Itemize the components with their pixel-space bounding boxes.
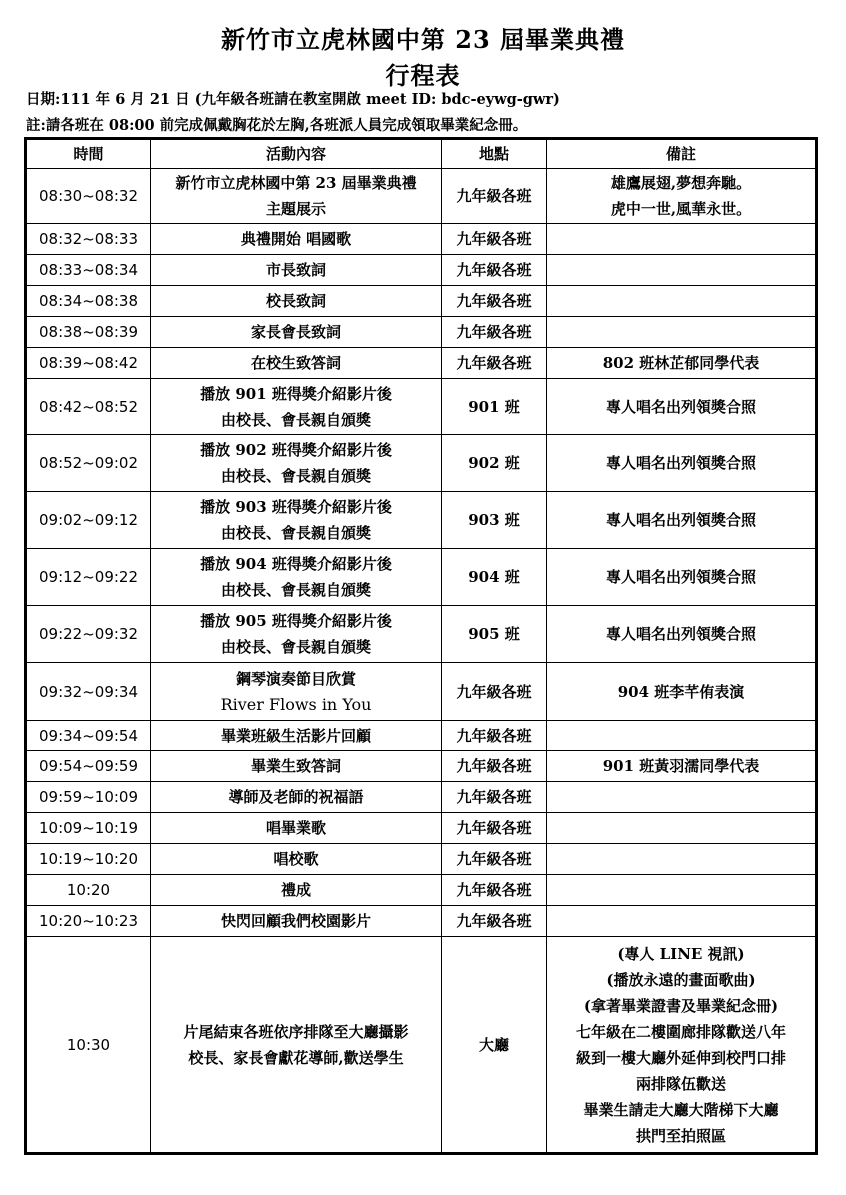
activity-line: 典禮開始 唱國歌 [240,230,352,248]
note-line: 級到一樓大廳外延伸到校門口排 [575,1048,786,1067]
table-row [26,435,817,492]
cell-time: 08:42~08:52 [26,379,151,435]
cell-activity [151,549,442,606]
cell-activity [151,844,442,875]
cell-time: 09:54~09:59 [26,751,151,782]
cell-place: 九年級各班 [442,255,547,286]
cell-activity [151,663,442,721]
cell-time: 08:34~08:38 [26,286,151,317]
cell-activity [151,813,442,844]
table-row [26,937,817,1154]
cell-place: 九年級各班 [442,844,547,875]
cell-activity [151,906,442,937]
cell-note [547,317,817,348]
cell-place: 905 班 [442,606,547,663]
activity-line: 由校長、會長親自頒獎 [220,467,371,485]
activity-line: 唱校歌 [273,850,319,868]
cell-time: 08:30~08:32 [26,169,151,224]
note-line: (拿著畢業證書及畢業紀念冊) [583,996,779,1015]
cell-place: 九年級各班 [442,782,547,813]
column-header-time: 時間 [26,139,151,169]
cell-activity [151,721,442,751]
table-body [26,169,817,1154]
table-row [26,751,817,782]
note-line: 專人唱名出列領獎合照 [605,454,756,472]
table-row [26,844,817,875]
cell-note [547,169,817,224]
cell-place: 九年級各班 [442,317,547,348]
activity-line: 市長致詞 [265,261,326,279]
activity-line: 播放 902 班得獎介紹影片後 [200,441,392,459]
cell-time: 08:38~08:39 [26,317,151,348]
cell-time: 10:20~10:23 [26,906,151,937]
cell-place: 大廳 [442,937,547,1154]
activity-line: 在校生致答詞 [250,354,341,372]
table-row [26,813,817,844]
cell-note [547,549,817,606]
cell-time: 08:32~08:33 [26,224,151,255]
table-row [26,286,817,317]
cell-time: 09:34~09:54 [26,721,151,751]
date-line: 日期:111 年 6 月 21 日 (九年級各班請在教室開啟 meet ID: bdc-eywg-gwr) [26,91,560,108]
document-title: 新竹市立虎林國中第 23 屆畢業典禮 [220,25,626,54]
cell-time: 10:09~10:19 [26,813,151,844]
cell-note [547,906,817,937]
table-row [26,492,817,549]
cell-note [547,435,817,492]
table-row [26,379,817,435]
column-header-note: 備註 [547,139,817,169]
cell-place: 903 班 [442,492,547,549]
cell-place: 九年級各班 [442,348,547,379]
table-row [26,906,817,937]
note-line: 專人唱名出列領獎合照 [605,568,756,586]
note-line: 虎中一世,風華永世。 [610,200,752,218]
activity-line: 禮成 [280,881,311,899]
cell-time: 10:20 [26,875,151,906]
activity-line: 主題展示 [265,200,326,218]
cell-note [547,663,817,721]
cell-activity [151,782,442,813]
cell-place: 902 班 [442,435,547,492]
note-line: 兩排隊伍歡送 [635,1074,726,1093]
table-row [26,317,817,348]
activity-line: 鋼琴演奏節目欣賞 [235,669,356,688]
table-row [26,255,817,286]
table-row [26,224,817,255]
note-line: 拱門至拍照區 [635,1126,726,1145]
cell-activity [151,379,442,435]
note-line: 專人唱名出列領獎合照 [605,625,756,643]
note-line: 畢業生請走大廳大階梯下大廳 [583,1100,779,1119]
activity-line: 播放 905 班得獎介紹影片後 [200,612,392,630]
column-header-place: 地點 [442,139,547,169]
cell-place: 九年級各班 [442,224,547,255]
cell-time: 10:30 [26,937,151,1154]
activity-line: 快閃回顧我們校園影片 [220,912,371,930]
cell-note [547,286,817,317]
cell-time: 10:19~10:20 [26,844,151,875]
cell-note [547,721,817,751]
table-row [26,663,817,721]
note-line: 904 班李芊侑表演 [617,682,745,701]
cell-activity [151,435,442,492]
table-row [26,169,817,224]
cell-note [547,751,817,782]
activity-line: 畢業生致答詞 [250,757,341,775]
cell-note [547,937,817,1154]
table-row [26,549,817,606]
note-line: (專人 LINE 視訊) [617,944,745,963]
cell-activity [151,606,442,663]
note-line: 註:請各班在 08:00 前完成佩戴胸花於左胸,各班派人員完成領取畢業紀念冊。 [26,117,528,134]
cell-place: 九年級各班 [442,875,547,906]
activity-line: 導師及老師的祝福語 [228,788,364,806]
activity-line: 播放 904 班得獎介紹影片後 [200,555,392,573]
document-subtitle: 行程表 [385,61,461,90]
activity-line: 播放 901 班得獎介紹影片後 [200,384,392,403]
activity-line: River Flows in You [220,694,372,714]
table-row [26,606,817,663]
schedule-table [24,137,818,1155]
note-line: 七年級在二樓圍廊排隊歡送八年 [575,1022,786,1041]
cell-time: 09:22~09:32 [26,606,151,663]
activity-line: 新竹市立虎林國中第 23 屆畢業典禮 [175,174,417,192]
activity-line: 校長致詞 [265,292,326,310]
cell-activity [151,937,442,1154]
cell-activity [151,492,442,549]
activity-line: 由校長、會長親自頒獎 [220,638,371,656]
cell-note [547,844,817,875]
cell-place: 九年級各班 [442,721,547,751]
column-header-activity: 活動內容 [151,139,442,169]
cell-time: 09:32~09:34 [26,663,151,721]
note-line: (播放永遠的畫面歌曲) [606,970,756,989]
cell-note [547,782,817,813]
cell-note [547,492,817,549]
note-line: 901 班黃羽濡同學代表 [602,757,760,775]
table-row [26,875,817,906]
cell-activity [151,255,442,286]
activity-line: 由校長、會長親自頒獎 [220,410,371,429]
cell-place: 九年級各班 [442,663,547,721]
table-header-row [26,139,817,169]
cell-place: 九年級各班 [442,286,547,317]
cell-place: 九年級各班 [442,906,547,937]
cell-time: 09:02~09:12 [26,492,151,549]
cell-note [547,255,817,286]
cell-activity [151,348,442,379]
cell-activity [151,875,442,906]
cell-activity [151,286,442,317]
cell-note [547,348,817,379]
activity-line: 由校長、會長親自頒獎 [220,581,371,599]
cell-activity [151,751,442,782]
cell-place: 904 班 [442,549,547,606]
cell-activity [151,317,442,348]
activity-line: 片尾結束各班依序排隊至大廳攝影 [183,1022,409,1041]
activity-line: 校長、家長會獻花導師,歡送學生 [188,1048,404,1067]
cell-note [547,813,817,844]
table-row [26,721,817,751]
cell-time: 09:12~09:22 [26,549,151,606]
cell-place: 九年級各班 [442,813,547,844]
cell-note [547,379,817,435]
cell-place: 九年級各班 [442,751,547,782]
note-line: 802 班林芷郁同學代表 [602,354,760,372]
cell-note [547,875,817,906]
cell-time: 09:59~10:09 [26,782,151,813]
activity-line: 畢業班級生活影片回顧 [220,726,371,745]
activity-line: 唱畢業歌 [265,819,326,837]
cell-note [547,224,817,255]
note-line: 雄鷹展翅,夢想奔馳。 [610,174,752,192]
cell-time: 08:52~09:02 [26,435,151,492]
note-line: 專人唱名出列領獎合照 [605,397,756,416]
table-row [26,782,817,813]
cell-activity [151,169,442,224]
cell-place: 901 班 [442,379,547,435]
note-line: 專人唱名出列領獎合照 [605,511,756,529]
cell-activity [151,224,442,255]
table-row [26,348,817,379]
cell-time: 08:33~08:34 [26,255,151,286]
activity-line: 播放 903 班得獎介紹影片後 [200,498,392,516]
cell-note [547,606,817,663]
cell-time: 08:39~08:42 [26,348,151,379]
activity-line: 由校長、會長親自頒獎 [220,524,371,542]
cell-place: 九年級各班 [442,169,547,224]
activity-line: 家長會長致詞 [250,323,341,341]
